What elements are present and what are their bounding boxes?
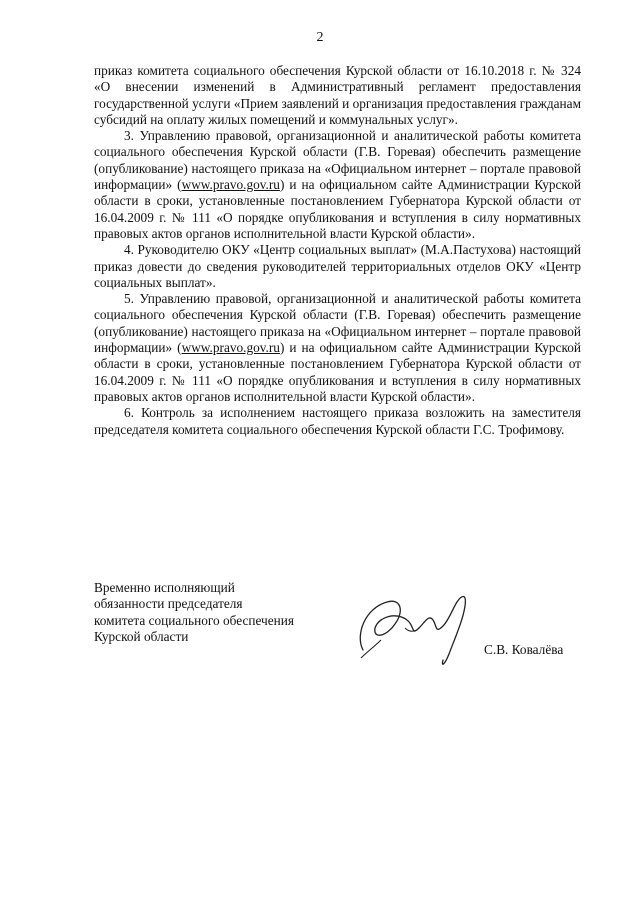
paragraph-6: 6. Контроль за исполнением настоящего приказа возложить на заместителя председателя комитета социального обеспечения Курской области Г.С. Трофимову. [94, 405, 581, 437]
paragraph-3-text-b: ) и на официальном сайте Администрации Курской области в сроки, установленные постановлением Губернатора Курской области от 16.04.2009 г. № 111 «О порядке опубликования и вступления в силу нормативных правовых актов органов исполнительной власти Курской области». [94, 177, 582, 241]
paragraph-3 [94, 128, 581, 242]
signatory-line-1: Временно исполняющий [94, 580, 235, 595]
page-number: 2 [316, 30, 324, 45]
handwritten-signature [345, 580, 485, 670]
signatory-line-2: обязанности председателя [94, 596, 243, 612]
signatory-title [94, 580, 294, 645]
paragraph-1: приказ комитета социального обеспечения Курской области от 16.10.2018 г. № 324 «О внесении изменений в Административный регламент предоставления государственной услуги «Прием заявлений и организация предоставления гражданам субсидий на оплату жилых помещений и коммунальных услуг». [94, 63, 581, 127]
paragraph-4: 4. Руководителю ОКУ «Центр социальных выплат» (М.А.Пастухова) настоящий приказ довести до сведения руководителей территориальных отделов ОКУ «Центр социальных выплат». [94, 242, 581, 290]
signatory-line-3: комитета социального обеспечения [94, 612, 294, 628]
signatory-name: С.В. Ковалёва [484, 642, 564, 657]
paragraph-5-text-b: ) и на официальном сайте Администрации Курской области в сроки, установленные постановлением Губернатора Курской области от 16.04.2009 г. № 111 «О порядке опубликования и вступления в силу нормативных правовых актов органов исполнительной власти Курской области». [94, 340, 582, 404]
paragraph-5 [94, 291, 581, 405]
signatory-line-4: Курской области [94, 628, 189, 644]
pravo-link-2[interactable]: www.pravo.gov.ru [181, 340, 280, 356]
pravo-link-1[interactable]: www.pravo.gov.ru [181, 177, 280, 193]
document-body [94, 63, 581, 438]
paragraph-3-text-a: 3. Управлению правовой, организационной и аналитической работы комитета социального обеспечения Курской области (Г.В. Горевая) обеспечить размещение (опубликование) настоящего приказа на «Официальном интернет – портале правовой информации» ( [94, 128, 581, 193]
paragraph-5-text-a: 5. Управлению правовой, организационной и аналитической работы комитета социального обеспечения Курской области (Г.В. Горевая) обеспечить размещение (опубликование) настоящего приказа на «Официальном интернет – портале правовой информации» ( [94, 291, 581, 356]
